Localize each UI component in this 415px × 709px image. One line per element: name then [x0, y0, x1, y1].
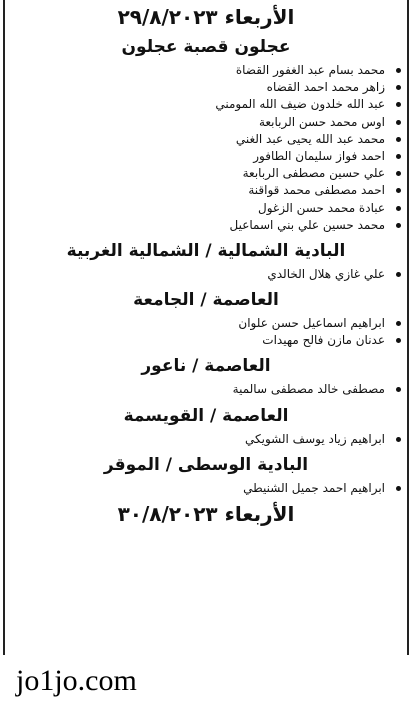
bullet-icon — [396, 171, 401, 176]
sections-container — [5, 36, 407, 497]
person-name: اوس محمد حسن الربابعة — [258, 114, 385, 129]
district-heading: العاصمة / القويسمة — [123, 405, 289, 426]
person-name: محمد بسام عبد الغفور القضاة — [235, 63, 385, 77]
person-name: ابراهيم زياد يوسف الشويكي — [244, 431, 385, 446]
bullet-icon — [396, 387, 401, 392]
bullet-icon — [396, 437, 401, 442]
person-name: احمد مصطفى محمد قواقنة — [248, 183, 385, 198]
name-list-item — [5, 62, 407, 79]
bullet-icon — [396, 272, 401, 277]
bullet-icon — [396, 102, 401, 107]
name-list-item — [5, 266, 407, 283]
date-heading: الأربعاء ٢٩/٨/٢٠٢٣ — [117, 5, 295, 29]
name-list-item — [5, 480, 407, 497]
bullet-icon — [396, 486, 401, 491]
name-list-item — [5, 217, 407, 234]
name-list-item — [5, 114, 407, 131]
person-name: احمد فواز سليمان الطافور — [253, 148, 385, 163]
name-list-item — [5, 182, 407, 199]
district-heading: العاصمة / ناعور — [141, 356, 271, 377]
bullet-icon — [396, 321, 401, 326]
district-heading: عجلون قصبة عجلون — [121, 37, 291, 57]
name-list-item — [5, 96, 407, 113]
name-list-item — [5, 165, 407, 182]
bullet-icon — [396, 223, 401, 228]
district-section — [5, 405, 407, 448]
district-section — [5, 289, 407, 349]
name-list-item — [5, 79, 407, 96]
person-name: علي حسين مصطفى الربابعة — [242, 166, 385, 181]
person-name: عبد الله خلدون ضيف الله المومني — [215, 97, 385, 112]
bullet-icon — [396, 206, 401, 211]
bullet-icon — [396, 154, 401, 159]
person-name: زاهر محمد احمد القضاه — [266, 80, 385, 95]
district-section — [5, 355, 407, 398]
bullet-icon — [396, 137, 401, 142]
site-watermark: jo1jo.com — [16, 664, 137, 697]
name-list-item — [5, 315, 407, 332]
person-name: ابراهيم احمد جميل الشنيطي — [243, 480, 385, 495]
names-list — [5, 62, 407, 234]
names-list — [5, 431, 407, 448]
district-heading: العاصمة / الجامعة — [133, 290, 279, 311]
name-list-item — [5, 148, 407, 165]
person-name: ابراهيم اسماعيل حسن علوان — [238, 316, 385, 331]
district-section — [5, 454, 407, 497]
person-name: عدنان مازن فالح مهيدات — [262, 333, 385, 348]
names-list — [5, 480, 407, 497]
person-name: محمد حسين علي بني اسماعيل — [229, 217, 385, 232]
person-name: مصطفى خالد مصطفى سالمية — [232, 382, 385, 397]
district-heading: البادية الوسطى / الموقر — [103, 454, 309, 475]
name-list-item — [5, 200, 407, 217]
bullet-icon — [396, 188, 401, 193]
person-name: علي غازي هلال الخالدي — [267, 266, 385, 281]
date-heading-next: الأربعاء ٣٠/٨/٢٠٢٣ — [117, 502, 295, 526]
names-list — [5, 315, 407, 349]
name-list-item — [5, 131, 407, 148]
names-list — [5, 266, 407, 283]
names-list — [5, 381, 407, 398]
district-heading: البادية الشمالية / الشمالية الغربية — [66, 240, 346, 261]
name-list-item — [5, 332, 407, 349]
person-name: عبادة محمد حسن الزغول — [258, 200, 385, 215]
person-name: محمد عبد الله يحيى عبد الغني — [235, 131, 385, 146]
district-section — [5, 240, 407, 283]
bullet-icon — [396, 68, 401, 73]
name-list-item — [5, 381, 407, 398]
name-list-item — [5, 431, 407, 448]
bullet-icon — [396, 85, 401, 90]
district-section — [5, 36, 407, 234]
bullet-icon — [396, 120, 401, 125]
bullet-icon — [396, 338, 401, 343]
newspaper-column — [3, 0, 409, 655]
